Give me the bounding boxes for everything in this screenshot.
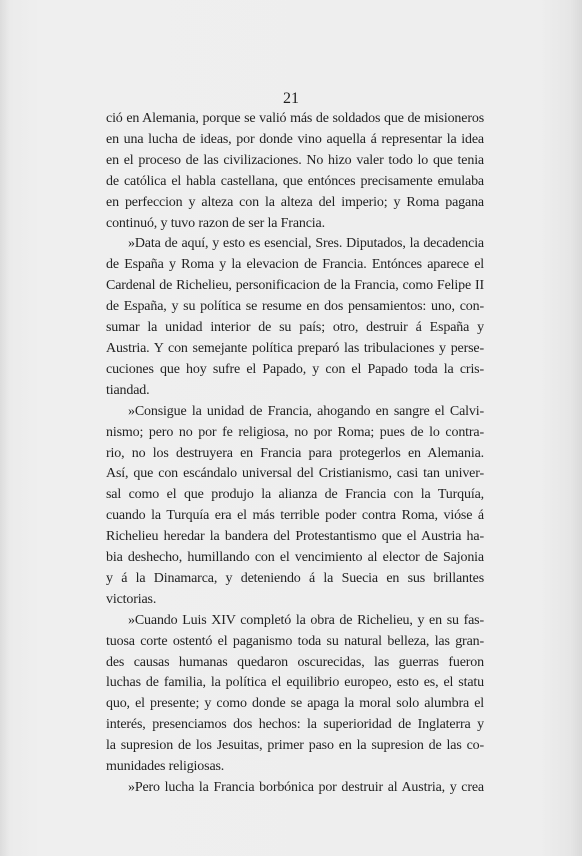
page-number: 21	[283, 90, 299, 107]
text-line: Richelieu heredar la bandera del Protestantismo que el Austria ha-	[106, 529, 484, 545]
text-line: Cardenal de Richelieu, personificacion de la Francia, como Felipe II	[106, 278, 484, 294]
text-line: quo, el presente; y como donde se apaga la moral solo alumbra el	[106, 696, 484, 712]
text-line: tiandad.	[106, 382, 150, 398]
paragraph	[106, 234, 484, 401]
text-line: cuando la Turquía era el más terrible poder contra Roma, vióse á	[106, 508, 484, 524]
paragraph	[106, 778, 484, 799]
text-line: sumar la unidad interior de su país; otro, destruir á España y	[106, 320, 484, 336]
text-line: rio, no los destruyera en Francia para protegerlos en Alemania.	[106, 445, 484, 461]
text-line: en el proceso de las civilizaciones. No hizo valer todo lo que tenia	[106, 152, 484, 168]
text-line: de España, y su política se resume en dos pensamientos: uno, con-	[106, 299, 484, 315]
paragraph	[106, 402, 484, 611]
paragraph	[106, 611, 484, 778]
text-line: nismo; pero no por fe religiosa, no por Roma; pues de lo contra-	[106, 424, 484, 440]
text-line: y á la Dinamarca, y deteniendo á la Suecia en sus brillantes	[106, 570, 484, 586]
text-line: »Data de aquí, y esto es esencial, Sres. Diputados, la decadencia	[128, 236, 484, 252]
text-line: en una lucha de ideas, por donde vino aquella á representar la idea	[106, 131, 484, 147]
text-line: de católica el habla castellana, que entónces precisamente emulaba	[106, 173, 484, 189]
text-line: ció en Alemania, porque se valió más de soldados que de misioneros	[106, 111, 484, 126]
text-line: interés, presenciamos dos hechos: la superioridad de Inglaterra y	[106, 717, 484, 733]
paragraph	[106, 109, 484, 234]
text-line: en perfeccion y alteza con la alteza del imperio; y Roma pagana	[106, 194, 484, 210]
text-line: sal como el que produjo la alianza de Francia con la Turquía,	[106, 487, 484, 503]
text-line: des causas humanas quedaron oscurecidas, las guerras fueron	[106, 654, 484, 670]
text-line: tuosa corte ostentó el paganismo toda su natural belleza, las gran-	[106, 633, 484, 649]
text-line: Así, que con escándalo universal del Cristianismo, casi tan univer-	[106, 466, 484, 482]
text-line: Austria. Y con semejante política preparó las tribulaciones y perse-	[106, 340, 484, 356]
page-body-text	[106, 109, 484, 799]
text-line: »Consigue la unidad de Francia, ahogando en sangre el Calvi-	[128, 403, 484, 419]
text-line: luchas de familia, la política el equilibrio europeo, esto es, el statu	[106, 675, 484, 691]
text-line: de España y Roma y la elevacion de Francia. Entónces aparece el	[106, 257, 484, 273]
text-line: »Cuando Luis XIV completó la obra de Richelieu, y en su fas-	[128, 612, 484, 628]
text-line: la supresion de los Jesuitas, primer paso en la supresion de las co-	[106, 738, 484, 754]
text-line: munidades religiosas.	[106, 759, 225, 775]
text-line: »Pero lucha la Francia borbónica por destruir al Austria, y crea	[128, 780, 484, 795]
text-line: bia deshecho, humillando con el vencimiento al elector de Sajonia	[106, 550, 484, 566]
text-line: continuó, y tuvo razon de ser la Francia.	[106, 215, 325, 231]
text-line: cuciones que hoy sufre el Papado, y con el Papado toda la cris-	[106, 361, 484, 377]
text-line: victorias.	[106, 591, 157, 607]
